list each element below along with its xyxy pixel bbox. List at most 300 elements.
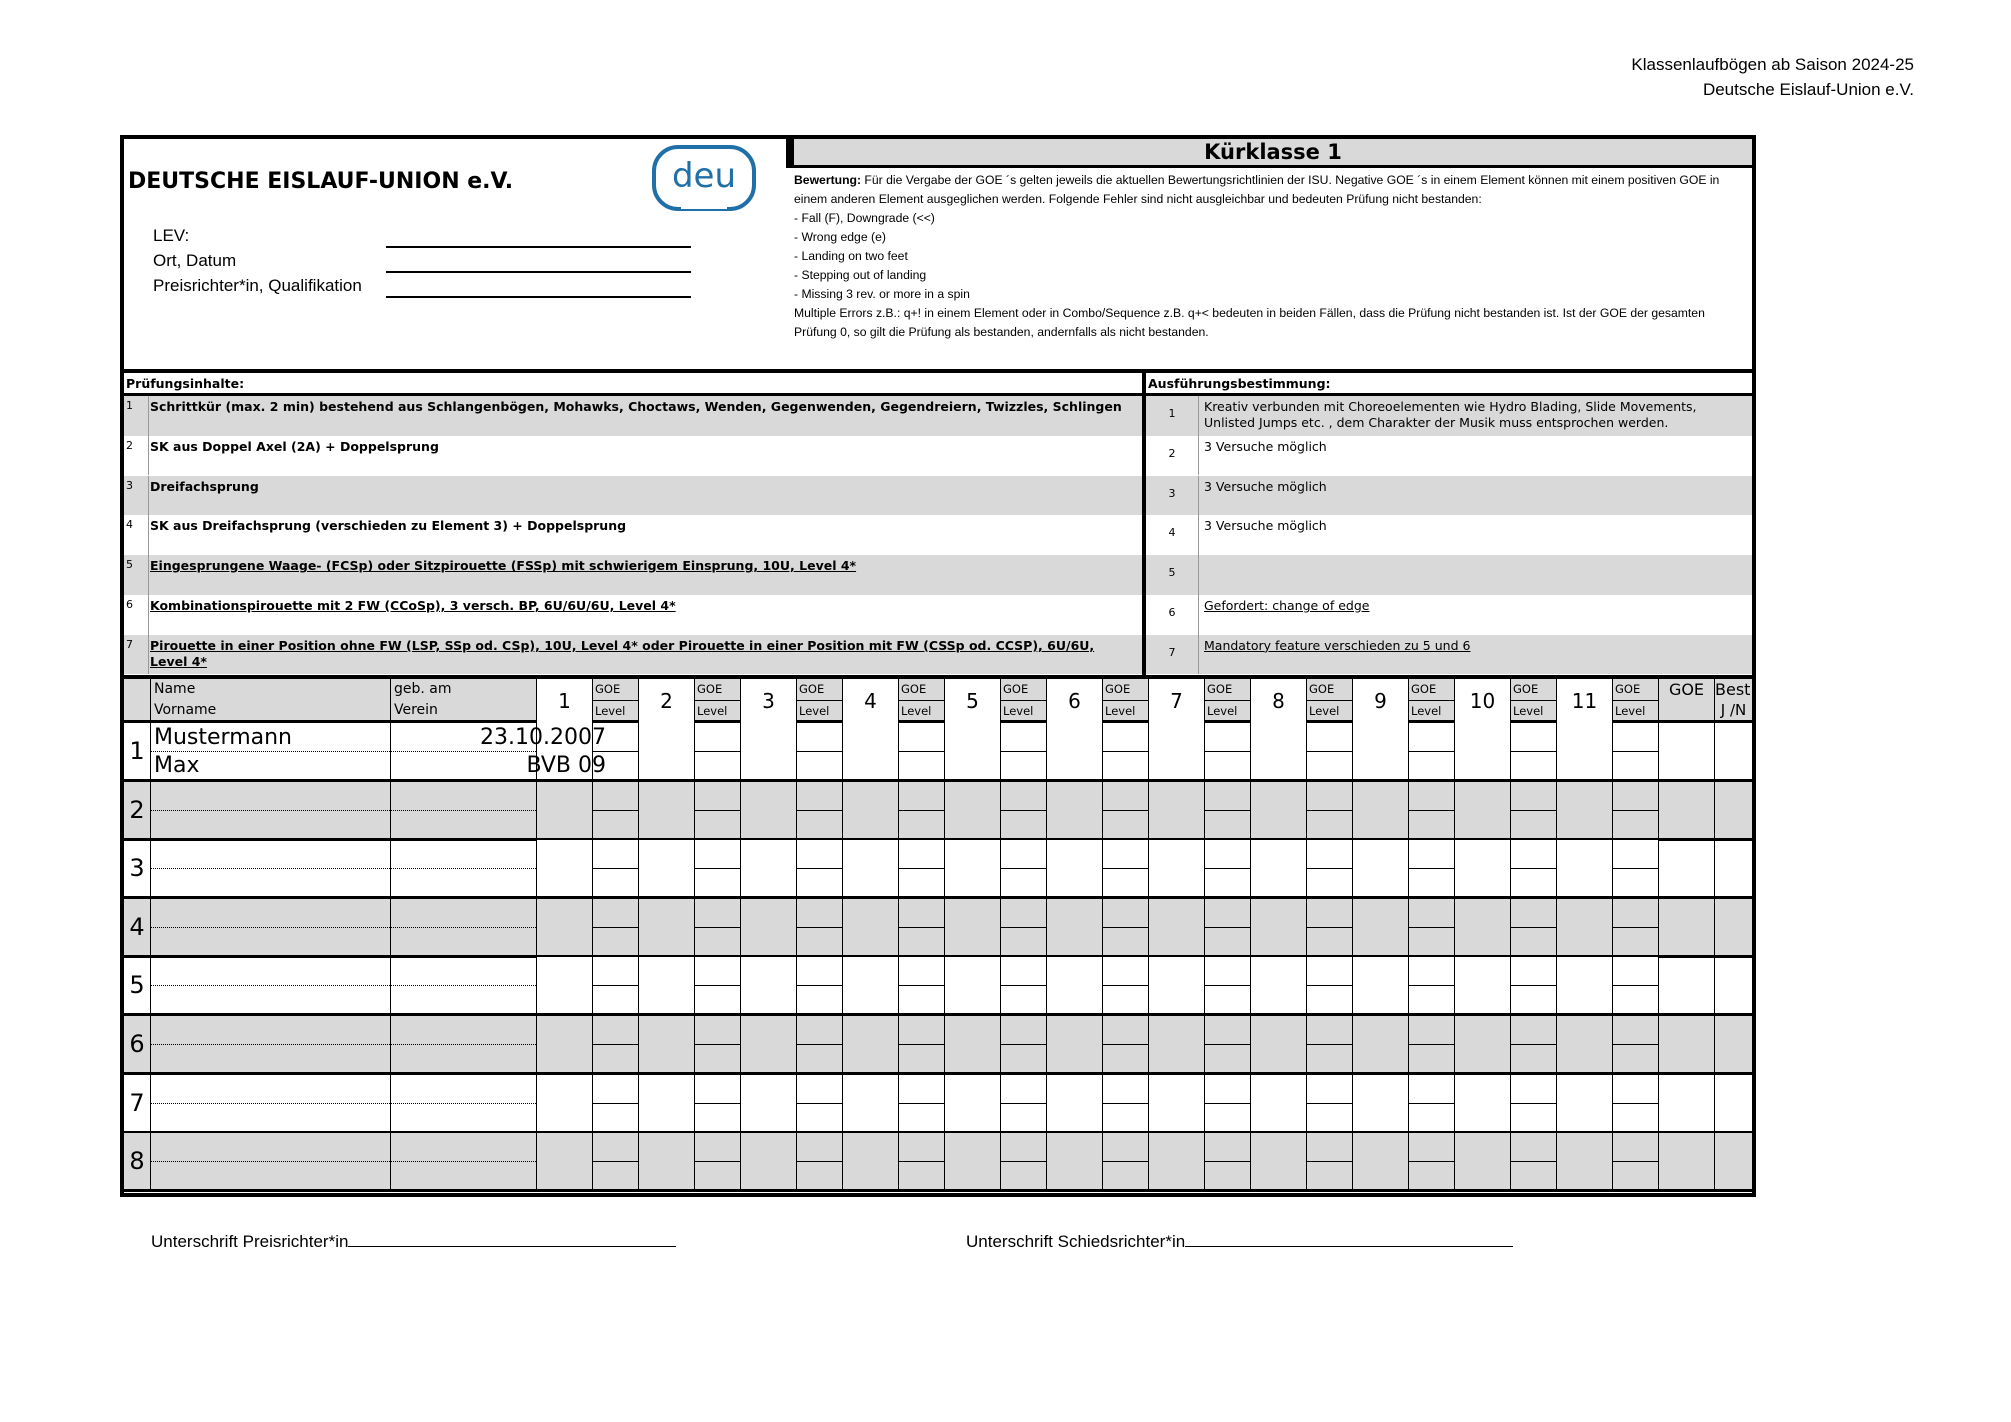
score-cell[interactable] (1510, 1016, 1556, 1072)
score-cell[interactable] (944, 782, 1000, 838)
score-cell[interactable] (1556, 1016, 1612, 1072)
score-cell[interactable] (944, 1016, 1000, 1072)
score-cell[interactable] (694, 899, 740, 955)
label-level: Level (1511, 700, 1556, 722)
row-number: 7 (129, 1088, 145, 1117)
score-cell[interactable] (1714, 899, 1752, 955)
score-cell[interactable] (1204, 782, 1250, 838)
score-cell[interactable] (150, 1016, 390, 1072)
score-cell[interactable] (1510, 1075, 1556, 1131)
score-cell[interactable] (1510, 899, 1556, 955)
rule-text: 3 Versuche möglich (1204, 518, 1327, 534)
label-level: Level (695, 700, 740, 722)
score-cell[interactable] (1306, 899, 1352, 955)
score-cell[interactable] (1352, 723, 1408, 779)
label-level: Level (1409, 700, 1454, 722)
score-cell[interactable] (740, 899, 796, 955)
score-cell[interactable] (1204, 1016, 1250, 1072)
score-cell[interactable] (536, 1075, 592, 1131)
score-cell[interactable] (1306, 1075, 1352, 1131)
divider (1511, 1044, 1556, 1045)
score-cell[interactable] (842, 1133, 898, 1189)
score-cell[interactable] (842, 840, 898, 896)
score-cell[interactable] (898, 840, 944, 896)
score-cell[interactable] (592, 782, 638, 838)
divider (1142, 373, 1146, 675)
score-cell[interactable] (1612, 723, 1658, 779)
header-element-number (1556, 679, 1612, 723)
score-cell[interactable] (1102, 782, 1148, 838)
divider (1205, 927, 1250, 928)
element-number: 8 (1272, 689, 1285, 713)
score-cell[interactable] (1046, 782, 1102, 838)
score-cell[interactable] (796, 899, 842, 955)
divider (695, 1103, 740, 1104)
header-element-number (842, 679, 898, 723)
label-level: Level (1103, 700, 1148, 722)
score-cell[interactable] (1408, 899, 1454, 955)
score-cell[interactable] (1408, 1133, 1454, 1189)
score-cell[interactable] (796, 1133, 842, 1189)
score-cell[interactable] (1612, 957, 1658, 1013)
score-cell[interactable] (694, 723, 740, 779)
score-cell[interactable] (1612, 1075, 1658, 1131)
divider (1307, 751, 1352, 752)
score-cell[interactable] (1250, 1016, 1306, 1072)
score-cell[interactable] (390, 782, 536, 838)
score-cell[interactable] (1714, 1075, 1752, 1131)
score-cell[interactable] (1658, 1016, 1714, 1072)
score-cell[interactable] (1408, 840, 1454, 896)
score-cell[interactable] (694, 957, 740, 1013)
label-vorname: Vorname (154, 702, 217, 718)
score-cell[interactable] (944, 1075, 1000, 1131)
score-cell[interactable] (390, 899, 536, 955)
score-cell[interactable] (592, 1133, 638, 1189)
score-cell[interactable] (1102, 899, 1148, 955)
divider (1613, 868, 1658, 869)
score-cell[interactable] (1000, 1075, 1046, 1131)
score-cell[interactable] (898, 723, 944, 779)
score-cell[interactable] (1408, 723, 1454, 779)
divider (1613, 985, 1658, 986)
score-cell[interactable] (740, 723, 796, 779)
score-cell[interactable] (796, 1075, 842, 1131)
divider (1103, 1044, 1148, 1045)
score-cell[interactable] (1454, 899, 1510, 955)
score-cell[interactable] (1306, 1016, 1352, 1072)
divider (1613, 810, 1658, 811)
divider (1001, 1103, 1046, 1104)
divider (148, 436, 149, 476)
divider (1103, 1161, 1148, 1162)
score-cell[interactable] (1408, 957, 1454, 1013)
score-cell[interactable] (1556, 1133, 1612, 1189)
score-cell[interactable] (694, 1016, 740, 1072)
score-cell[interactable] (1658, 723, 1714, 779)
score-cell[interactable] (1102, 1133, 1148, 1189)
score-cell[interactable] (1658, 1133, 1714, 1189)
score-cell[interactable] (150, 840, 390, 896)
divider (391, 1161, 536, 1162)
divider (1198, 396, 1199, 436)
divider (1511, 751, 1556, 752)
score-cell[interactable] (740, 782, 796, 838)
divider (148, 555, 149, 595)
score-cell[interactable] (536, 957, 592, 1013)
score-cell[interactable] (592, 1075, 638, 1131)
score-cell[interactable] (1352, 840, 1408, 896)
divider (1198, 436, 1199, 476)
divider (1103, 927, 1148, 928)
score-cell[interactable] (796, 1016, 842, 1072)
pr-field[interactable] (386, 296, 691, 298)
score-cell[interactable] (1148, 1133, 1204, 1189)
score-cell[interactable] (1658, 899, 1714, 955)
score-cell[interactable] (898, 899, 944, 955)
score-cell[interactable] (944, 723, 1000, 779)
score-cell[interactable] (536, 1133, 592, 1189)
score-cell[interactable] (694, 840, 740, 896)
score-cell[interactable] (1250, 1133, 1306, 1189)
signature-judge-line[interactable] (348, 1232, 676, 1247)
element-number: 5 (966, 689, 979, 713)
score-cell[interactable] (1510, 723, 1556, 779)
divider (1307, 927, 1352, 928)
content-number: 3 (126, 478, 133, 492)
score-cell[interactable] (1556, 782, 1612, 838)
score-cell[interactable] (150, 782, 390, 838)
score-cell[interactable] (1510, 840, 1556, 896)
score-cell[interactable] (1148, 840, 1204, 896)
score-cell[interactable] (898, 1133, 944, 1189)
participant-row (124, 1133, 1752, 1192)
score-cell[interactable] (638, 840, 694, 896)
divider (1205, 1044, 1250, 1045)
score-cell[interactable] (740, 1016, 796, 1072)
score-cell[interactable] (1408, 1016, 1454, 1072)
score-cell[interactable] (1714, 723, 1752, 779)
divider (1103, 751, 1148, 752)
score-cell[interactable] (592, 957, 638, 1013)
rule-number: 6 (1168, 606, 1176, 619)
score-cell[interactable] (1556, 1075, 1612, 1131)
score-cell[interactable] (592, 1016, 638, 1072)
divider (797, 1044, 842, 1045)
score-cell[interactable] (1204, 723, 1250, 779)
divider (593, 1044, 638, 1045)
score-cell[interactable] (1714, 1133, 1752, 1189)
score-cell[interactable] (1046, 899, 1102, 955)
score-cell[interactable] (150, 957, 390, 1013)
score-cell[interactable] (740, 1133, 796, 1189)
score-cell[interactable] (694, 1133, 740, 1189)
score-cell[interactable] (638, 1075, 694, 1131)
rule-number: 3 (1168, 486, 1176, 500)
signature-judge (151, 1232, 676, 1252)
score-cell[interactable] (1148, 1075, 1204, 1131)
score-cell[interactable] (150, 1133, 390, 1189)
participant-row (124, 957, 1752, 1016)
score-cell[interactable] (1102, 1075, 1148, 1131)
org-name: DEUTSCHE EISLAUF-UNION e.V. (128, 169, 514, 194)
score-cell[interactable] (944, 1133, 1000, 1189)
score-cell[interactable] (842, 1075, 898, 1131)
score-cell[interactable] (1046, 1016, 1102, 1072)
score-cell[interactable] (1408, 1075, 1454, 1131)
score-cell[interactable] (1454, 1016, 1510, 1072)
score-cell[interactable] (740, 1075, 796, 1131)
score-cell[interactable] (638, 1016, 694, 1072)
divider (695, 751, 740, 752)
score-cell[interactable] (1510, 782, 1556, 838)
score-cell[interactable] (740, 957, 796, 1013)
element-number: 6 (1068, 689, 1081, 713)
score-cell[interactable] (1000, 782, 1046, 838)
score-cell[interactable] (1454, 957, 1510, 1013)
score-cell[interactable] (1454, 1133, 1510, 1189)
score-cell[interactable] (1612, 1133, 1658, 1189)
divider (391, 1044, 536, 1045)
score-cell[interactable] (1556, 840, 1612, 896)
divider (1198, 515, 1199, 555)
score-cell[interactable] (1352, 1016, 1408, 1072)
score-cell[interactable] (1454, 1075, 1510, 1131)
score-cell[interactable] (944, 840, 1000, 896)
row-number: 1 (129, 737, 145, 765)
score-cell[interactable] (1306, 957, 1352, 1013)
score-cell[interactable] (1714, 782, 1752, 838)
score-cell[interactable] (1556, 723, 1612, 779)
score-cell[interactable] (842, 899, 898, 955)
content-number: 1 (126, 399, 133, 412)
score-cell[interactable] (536, 840, 592, 896)
score-cell[interactable] (1148, 899, 1204, 955)
score-cell[interactable] (390, 1016, 536, 1072)
score-cell[interactable] (1454, 840, 1510, 896)
score-cell[interactable] (638, 782, 694, 838)
score-cell[interactable] (1204, 1075, 1250, 1131)
divider (899, 868, 944, 869)
score-cell[interactable] (1148, 782, 1204, 838)
score-cell[interactable] (638, 1133, 694, 1189)
lev-field[interactable] (386, 246, 691, 248)
contents-section (124, 373, 1752, 675)
score-cell[interactable] (1148, 723, 1204, 779)
score-cell[interactable] (1714, 1016, 1752, 1072)
participant-name: Mustermann (154, 725, 293, 750)
score-cell[interactable] (1352, 782, 1408, 838)
score-cell[interactable] (1352, 1133, 1408, 1189)
score-cell[interactable] (944, 957, 1000, 1013)
score-cell[interactable] (1454, 782, 1510, 838)
divider (1307, 1161, 1352, 1162)
score-cell[interactable] (842, 1016, 898, 1072)
ort-label: Ort, Datum (153, 251, 237, 270)
score-cell[interactable] (1250, 840, 1306, 896)
score-cell[interactable] (1250, 899, 1306, 955)
score-cell[interactable] (1306, 723, 1352, 779)
score-cell[interactable] (1046, 1133, 1102, 1189)
score-cell[interactable] (536, 782, 592, 838)
score-cell[interactable] (1000, 899, 1046, 955)
score-cell[interactable] (390, 1133, 536, 1189)
divider (1205, 1161, 1250, 1162)
score-cell[interactable] (1204, 1133, 1250, 1189)
score-cell[interactable] (1714, 957, 1752, 1013)
score-cell[interactable] (740, 840, 796, 896)
score-cell[interactable] (1000, 840, 1046, 896)
score-cell[interactable] (1612, 840, 1658, 896)
content-text: Kombinationspirouette mit 2 FW (CCoSp), 3 versch. BP, 6U/6U/6U, Level 4* (150, 598, 676, 613)
divider (797, 927, 842, 928)
score-cell[interactable] (638, 723, 694, 779)
score-cell[interactable] (1046, 1075, 1102, 1131)
signature-judge-label: Unterschrift Preisrichter*in (151, 1232, 349, 1251)
score-cell[interactable] (1714, 840, 1752, 896)
score-cell[interactable] (1658, 1075, 1714, 1131)
score-cell[interactable] (1556, 899, 1612, 955)
divider (1409, 868, 1454, 869)
score-cell[interactable] (1306, 1133, 1352, 1189)
divider (1103, 1103, 1148, 1104)
label-level: Level (1205, 700, 1250, 722)
header-goe-level (898, 679, 944, 723)
score-cell[interactable] (1000, 1016, 1046, 1072)
score-cell[interactable] (638, 899, 694, 955)
label-verein: Verein (394, 702, 438, 718)
label-goe: GOE (697, 682, 723, 696)
score-cell[interactable] (898, 1075, 944, 1131)
score-cell[interactable] (1352, 899, 1408, 955)
divider (1205, 985, 1250, 986)
score-cell[interactable] (150, 899, 390, 955)
score-cell[interactable] (694, 782, 740, 838)
score-cell[interactable] (1352, 1075, 1408, 1131)
score-cell[interactable] (898, 957, 944, 1013)
bewertung-label: Bewertung: (794, 173, 862, 187)
class-title: Kürklasse 1 (790, 139, 1752, 168)
divider (899, 751, 944, 752)
score-cell[interactable] (898, 782, 944, 838)
score-cell[interactable] (1046, 723, 1102, 779)
score-cell[interactable] (1306, 840, 1352, 896)
score-cell[interactable] (1510, 957, 1556, 1013)
score-cell[interactable] (536, 1016, 592, 1072)
score-cell[interactable] (390, 840, 536, 896)
content-text: Schrittkür (max. 2 min) bestehend aus Schlangenbögen, Mohawks, Choctaws, Wenden, Gegenwenden, Gegendreiern, Twizzles, Schlingen (150, 399, 1122, 414)
score-cell[interactable] (842, 782, 898, 838)
divider (1205, 810, 1250, 811)
score-cell[interactable] (842, 957, 898, 1013)
divider (391, 1103, 536, 1104)
score-cell[interactable] (1204, 840, 1250, 896)
header-goe-level (796, 679, 842, 723)
score-cell[interactable] (1556, 957, 1612, 1013)
score-cell[interactable] (1000, 723, 1046, 779)
score-cell[interactable] (1250, 723, 1306, 779)
header-goe-level (592, 679, 638, 723)
score-cell[interactable] (1612, 899, 1658, 955)
ort-field[interactable] (386, 271, 691, 273)
divider (1307, 985, 1352, 986)
score-cell[interactable] (592, 899, 638, 955)
score-cell[interactable] (1148, 1016, 1204, 1072)
score-cell[interactable] (1102, 840, 1148, 896)
divider (1511, 927, 1556, 928)
score-cell[interactable] (1454, 723, 1510, 779)
score-cell[interactable] (898, 1016, 944, 1072)
score-cell[interactable] (1306, 782, 1352, 838)
score-cell[interactable] (536, 899, 592, 955)
divider (1307, 1044, 1352, 1045)
content-number: 7 (126, 637, 133, 651)
signature-referee-line[interactable] (1185, 1232, 1513, 1247)
score-cell[interactable] (796, 723, 842, 779)
score-cell[interactable] (1250, 1075, 1306, 1131)
score-cell[interactable] (1000, 957, 1046, 1013)
score-cell[interactable] (796, 840, 842, 896)
score-cell[interactable] (1046, 840, 1102, 896)
score-cell[interactable] (1000, 1133, 1046, 1189)
divider (899, 927, 944, 928)
score-cell[interactable] (1046, 957, 1102, 1013)
score-cell[interactable] (842, 723, 898, 779)
label-geb: geb. am (394, 681, 452, 697)
score-cell[interactable] (1148, 957, 1204, 1013)
sheet-header (124, 139, 1752, 373)
divider (1205, 868, 1250, 869)
score-cell[interactable] (1352, 957, 1408, 1013)
score-cell[interactable] (390, 957, 536, 1013)
score-cell[interactable] (1250, 782, 1306, 838)
score-cell[interactable] (1408, 782, 1454, 838)
score-cell[interactable] (1102, 723, 1148, 779)
participant-row (124, 840, 1752, 899)
score-cell[interactable] (1510, 1133, 1556, 1189)
score-cell[interactable] (1658, 840, 1714, 896)
element-number: 3 (762, 689, 775, 713)
score-cell[interactable] (1658, 782, 1714, 838)
header-element-number (740, 679, 796, 723)
score-cell[interactable] (1102, 1016, 1148, 1072)
score-cell[interactable] (1612, 1016, 1658, 1072)
score-cell[interactable] (796, 957, 842, 1013)
score-cell[interactable] (592, 840, 638, 896)
score-cell[interactable] (1612, 782, 1658, 838)
score-cell[interactable] (390, 1075, 536, 1131)
score-cell[interactable] (1658, 957, 1714, 1013)
score-cell[interactable] (694, 1075, 740, 1131)
divider (593, 751, 638, 752)
divider (797, 810, 842, 811)
score-cell[interactable] (1102, 957, 1148, 1013)
rule-number: 5 (1168, 566, 1176, 580)
score-cell[interactable] (150, 1075, 390, 1131)
divider (391, 927, 536, 928)
score-cell[interactable] (944, 899, 1000, 955)
divider (148, 396, 149, 436)
rule-number: 7 (1168, 645, 1176, 659)
header-name (150, 679, 390, 723)
score-cell[interactable] (1204, 899, 1250, 955)
element-number: 2 (660, 689, 673, 713)
score-cell[interactable] (1250, 957, 1306, 1013)
score-cell[interactable] (796, 782, 842, 838)
header-best (1714, 679, 1756, 723)
score-cell[interactable] (638, 957, 694, 1013)
score-cell[interactable] (1204, 957, 1250, 1013)
